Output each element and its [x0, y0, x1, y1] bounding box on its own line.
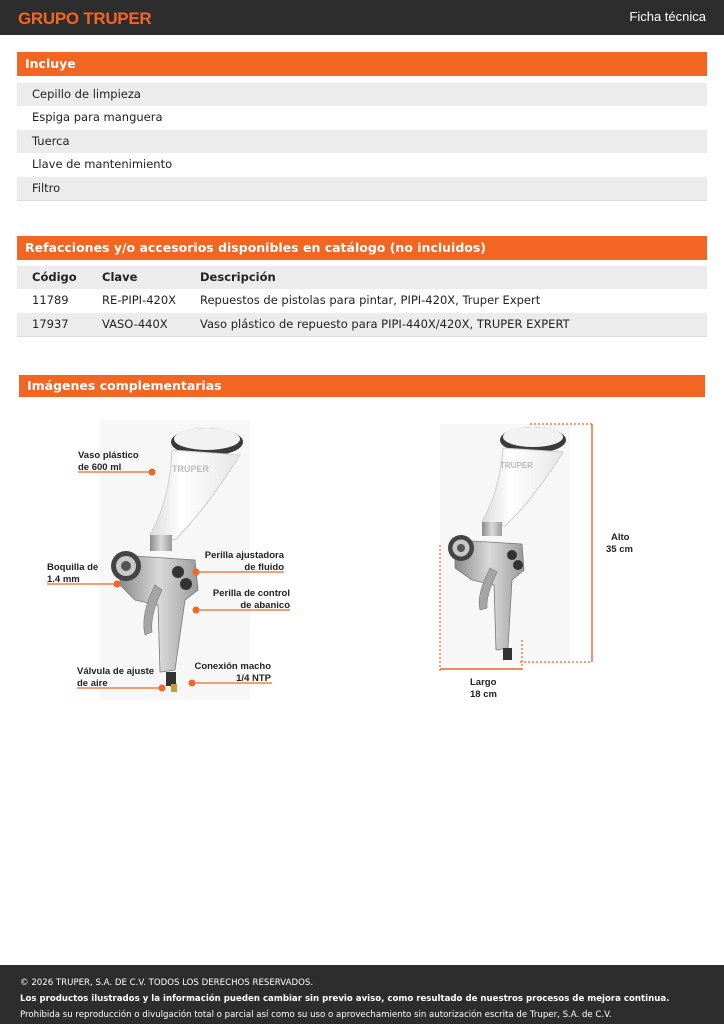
- brand-logo: GRUPO TRUPER: [18, 9, 152, 28]
- list-item: Cepillo de limpieza: [17, 83, 707, 106]
- parts-table: [17, 266, 707, 338]
- spray-gun-illustration-right: [440, 424, 633, 700]
- cell-description: Repuestos de pistolas para pintar, PIPI-420X, Truper Expert: [200, 293, 541, 308]
- list-item: Espiga para manguera: [32, 110, 163, 125]
- footer-notice: Los productos ilustrados y la información pueden cambiar sin previo aviso, como resultado de nuestros procesos de mejora continua.: [20, 994, 670, 1004]
- cell-description: Vaso plástico de repuesto para PIPI-440X/420X, TRUPER EXPERT: [200, 316, 570, 331]
- footer-legal: Prohibida su reproducción o divulgación total o parcial así como su uso o aprovechamiento sin autorización escrita de Truper, S.A. de C.V.: [20, 1010, 612, 1020]
- document-type: Ficha técnica: [629, 9, 706, 24]
- callout-fan-knob: Perilla de control: [212, 588, 290, 599]
- images-header: Imágenes complementarias: [19, 375, 705, 397]
- dimension-height-value: 35 cm: [606, 544, 633, 555]
- column-header-description: Descripción: [200, 270, 276, 284]
- cup-brand-text: TRUPER: [500, 461, 533, 470]
- product-illustrations: [0, 410, 724, 710]
- complementary-images: [0, 410, 724, 710]
- dimension-length-value: 18 cm: [470, 689, 497, 700]
- cup-brand-text: TRUPER: [172, 464, 210, 474]
- column-header-code: Código: [32, 270, 77, 284]
- callout-nozzle: Boquilla de: [47, 562, 99, 573]
- table-header-row: [17, 266, 707, 289]
- dimension-height-label: Alto: [611, 532, 630, 543]
- callout-fluid-knob: Perilla ajustadora: [204, 550, 284, 561]
- cell-key: RE-PIPI-420X: [102, 293, 177, 308]
- table-row: [17, 289, 707, 312]
- table-row: [17, 313, 707, 336]
- callout-cup: Vaso plástico: [78, 450, 139, 461]
- list-item: Tuerca: [17, 130, 707, 153]
- callout-connector-2: 1/4 NTP: [236, 673, 271, 684]
- footer: [0, 965, 724, 1024]
- divider: [17, 336, 707, 338]
- footer-copyright: © 2026 TRUPER, S.A. DE C.V. TODOS LOS DERECHOS RESERVADOS.: [20, 978, 314, 988]
- divider: [17, 200, 707, 202]
- callout-air-valve-2: de aire: [77, 678, 108, 689]
- parts-header: Refacciones y/o accesorios disponibles en catálogo (no incluidos): [17, 236, 707, 260]
- dimension-length-label: Largo: [470, 677, 497, 688]
- cell-key: VASO-440X: [102, 316, 168, 331]
- includes-header: Incluye: [17, 52, 707, 76]
- callout-cup-size: de 600 ml: [78, 462, 122, 473]
- top-bar: [0, 0, 724, 35]
- callout-fluid-knob-2: de fluido: [244, 562, 284, 573]
- list-item: Llave de mantenimiento: [32, 157, 173, 172]
- callout-connector: Conexión macho: [194, 661, 271, 672]
- cell-code: 17937: [32, 316, 69, 331]
- includes-list: [17, 83, 707, 202]
- column-header-key: Clave: [102, 270, 138, 284]
- cell-code: 11789: [32, 293, 69, 308]
- list-item: Filtro: [17, 177, 707, 200]
- callout-nozzle-size: 1.4 mm: [47, 574, 80, 585]
- callout-fan-knob-2: de abanico: [240, 600, 290, 611]
- spray-gun-illustration-left: [47, 420, 290, 700]
- callout-air-valve: Válvula de ajuste: [77, 666, 155, 677]
